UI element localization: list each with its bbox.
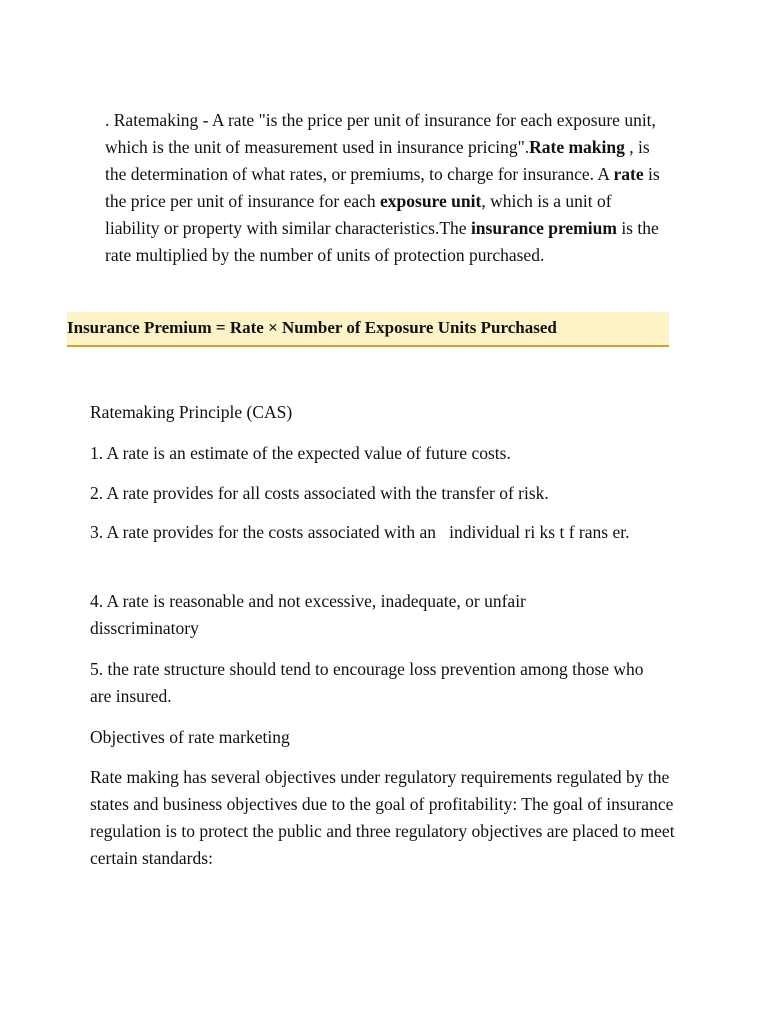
objectives-heading: Objectives of rate marketing — [90, 727, 290, 747]
intro-text-run: , is the determination of what rates, or premiums, to charge for insurance. A — [105, 137, 650, 184]
formula-highlight — [67, 312, 669, 347]
principle-item-2: 2. A rate provides for all costs associated with the transfer of risk. — [90, 483, 549, 503]
intro-text-run: is the rate multiplied by the number of units of protection purchased. — [105, 218, 659, 265]
intro-text-run: , which is a unit of liability or property with similar characteristics.The — [105, 191, 612, 238]
intro-text-run: is the price per unit of insurance for each — [105, 164, 660, 211]
intro-text-run: . Ratemaking - A rate "is the price per unit of insurance for each exposure unit, which is the unit of measurement used in insurance pricing". — [105, 110, 656, 157]
intro-bold-term: exposure unit — [380, 191, 482, 211]
principle-item-3: 3. A rate provides for the costs associated with an individual ri ks t f rans er. — [90, 522, 630, 542]
intro-bold-term: rate — [613, 164, 644, 184]
intro-text — [105, 107, 665, 269]
intro-bold-term: Rate making — [529, 137, 625, 157]
principle-item-5: 5. the rate structure should tend to encourage loss prevention among those who are insured. — [90, 659, 644, 706]
principle-item-4: 4. A rate is reasonable and not excessive, inadequate, or unfair disscriminatory — [90, 591, 526, 638]
intro-bold-term: insurance premium — [470, 218, 617, 238]
formula-text: Insurance Premium = Rate × Number of Exposure Units Purchased — [67, 318, 557, 337]
objectives-body: Rate making has several objectives under regulatory requirements regulated by the states and business objectives due to the goal of profitability: The goal of insurance regulation is to protect the public and three regulatory objectives are placed to meet certain standards: — [90, 767, 675, 868]
principles-heading: Ratemaking Principle (CAS) — [90, 402, 293, 422]
principle-item-1: 1. A rate is an estimate of the expected value of future costs. — [90, 443, 511, 463]
intro-paragraph — [105, 107, 665, 269]
